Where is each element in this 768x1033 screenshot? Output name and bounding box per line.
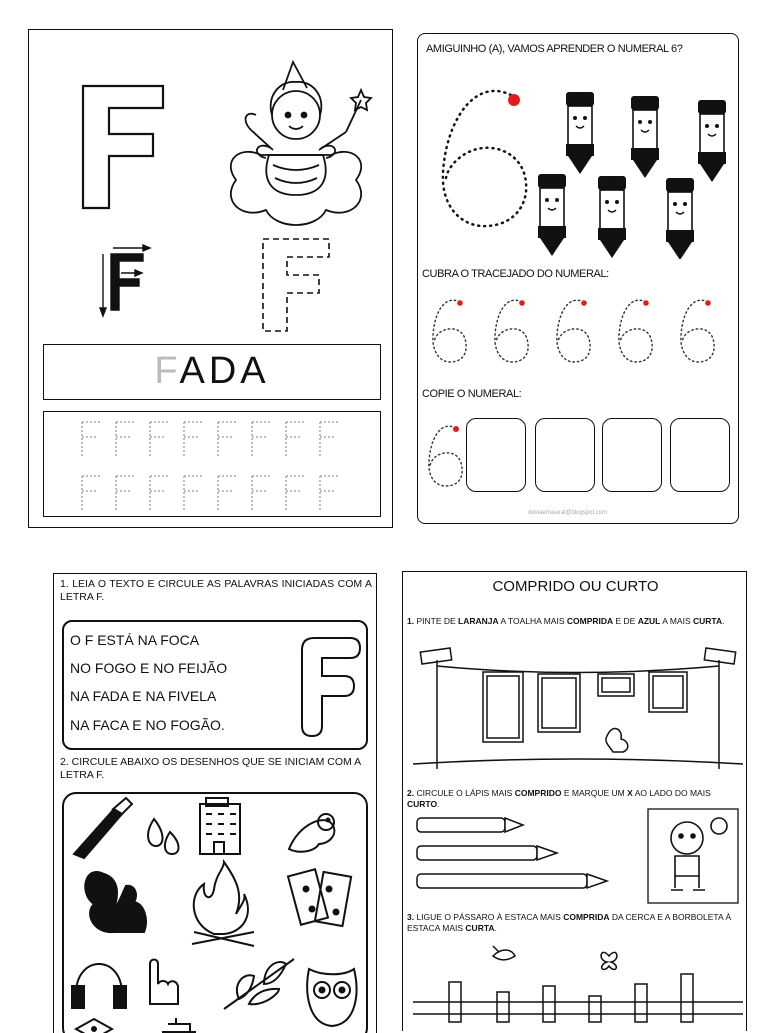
crayon-icon — [538, 174, 566, 256]
drops-icon[interactable] — [148, 819, 178, 854]
boy-illustration — [647, 808, 739, 904]
squirrel-icon[interactable] — [85, 872, 146, 932]
pictures-grid — [64, 794, 366, 1033]
dotted-f-trace[interactable] — [286, 422, 304, 456]
word-box — [43, 344, 381, 400]
crayons-group — [528, 84, 738, 259]
dotted-six-trace[interactable] — [495, 300, 528, 362]
headphones-icon[interactable] — [72, 964, 126, 1008]
fairy-illustration — [211, 60, 381, 230]
crayon-icon — [598, 176, 626, 258]
length-question-3: 3. LIGUE O PÁSSARO À ESTACA MAIS COMPRIDA DA CERCA E A BORBOLETA À ESTACA MAIS CURTA. — [407, 912, 732, 933]
poem-line-1: O F ESTÁ NA FOCA — [70, 632, 200, 648]
dotted-f-trace[interactable] — [116, 476, 134, 510]
copy-box-4[interactable] — [670, 418, 730, 492]
pictures-box — [62, 792, 368, 1033]
crayon-icon — [698, 100, 726, 182]
campfire-icon[interactable] — [192, 862, 254, 946]
dotted-f-trace[interactable] — [286, 476, 304, 510]
dotted-f-trace[interactable] — [218, 422, 236, 456]
copy-start-six — [426, 422, 466, 490]
outline-letter-f — [79, 82, 169, 212]
stove-icon[interactable] — [162, 1018, 196, 1032]
dotted-f-trace[interactable] — [82, 422, 100, 456]
length-question-2: 2. CIRCULE O LÁPIS MAIS COMPRIDO E MARQUE UM X AO LADO DO MAIS CURTO. — [407, 788, 711, 809]
dotted-f-trace[interactable] — [320, 476, 338, 510]
crayon-icon — [666, 178, 694, 259]
crayon-icon — [631, 96, 659, 178]
trace-instruction: CUBRA O TRACEJADO DO NUMERAL: — [422, 268, 609, 280]
length-question-1: 1. PINTE DE LARANJA A TOALHA MAIS COMPRIDA E DE AZUL A MAIS CURTA. — [407, 616, 725, 626]
dotted-f-trace[interactable] — [150, 422, 168, 456]
fence-scene — [413, 944, 743, 1026]
building-icon[interactable] — [200, 798, 240, 854]
pointing-hand-icon[interactable] — [150, 960, 178, 1005]
owl-icon[interactable] — [307, 969, 356, 1026]
dotted-six-trace[interactable] — [619, 300, 652, 362]
outline-letter-f-rounded — [294, 632, 364, 742]
word-rest: ADA — [179, 350, 270, 392]
pencils — [415, 812, 635, 902]
crayon-icon — [566, 92, 594, 174]
clothesline-towels — [413, 644, 743, 774]
poem-line-4: NA FACA E NO FOGÃO. — [70, 717, 225, 733]
length-worksheet — [402, 571, 747, 1031]
dotted-f-trace[interactable] — [218, 476, 236, 510]
letter-tracing-box — [43, 411, 381, 517]
stroke-order-letter-f — [97, 242, 157, 322]
copy-instruction: COPIE O NUMERAL: — [422, 388, 522, 400]
poem-line-2: NO FOGO E NO FEIJÃO — [70, 660, 228, 676]
question-1-text: 1. LEIA O TEXTO E CIRCULE AS PALAVRAS INICIADAS COM A LETRA F. — [60, 578, 372, 603]
length-title: COMPRIDO OU CURTO — [492, 578, 659, 595]
dashed-letter-f — [257, 235, 337, 335]
pencil-short[interactable] — [417, 846, 557, 860]
dotted-f-trace[interactable] — [320, 422, 338, 456]
six-title: AMIGUINHO (A), VAMOS APRENDER O NUMERAL 6? — [426, 43, 683, 55]
dotted-six-row — [424, 292, 734, 372]
big-dotted-six — [438, 78, 533, 233]
olive-branch-icon[interactable] — [224, 959, 294, 1009]
dotted-six-trace[interactable] — [557, 300, 590, 362]
butterfly-icon — [601, 952, 617, 969]
pencil-medium[interactable] — [417, 818, 523, 832]
knife-icon[interactable] — [74, 798, 132, 858]
dice-icon[interactable] — [76, 1019, 112, 1033]
poem-line-3: NA FADA E NA FIVELA — [70, 688, 217, 704]
dotted-six-trace[interactable] — [681, 300, 714, 362]
copy-box-1[interactable] — [466, 418, 526, 492]
copy-box-2[interactable] — [535, 418, 595, 492]
pencil-long[interactable] — [417, 874, 607, 888]
six-footer: deviaensearal@blogspot.com — [528, 510, 608, 516]
dotted-f-trace[interactable] — [252, 476, 270, 510]
letter-f-worksheet — [28, 29, 393, 528]
poem-box — [62, 620, 368, 750]
bird-icon — [493, 946, 515, 960]
read-and-circle-worksheet — [53, 573, 377, 1033]
dotted-f-trace[interactable] — [82, 476, 100, 510]
copy-box-3[interactable] — [602, 418, 662, 492]
dotted-six-trace[interactable] — [433, 300, 466, 362]
dotted-f-trace[interactable] — [252, 422, 270, 456]
dotted-f-rows — [44, 412, 380, 516]
numeral-six-worksheet — [417, 33, 739, 524]
dotted-f-trace[interactable] — [150, 476, 168, 510]
dotted-f-trace[interactable] — [116, 422, 134, 456]
dotted-f-trace[interactable] — [184, 476, 202, 510]
seal-icon[interactable] — [289, 814, 334, 852]
word-first-letter: F — [154, 350, 180, 392]
dotted-f-trace[interactable] — [184, 422, 202, 456]
dominoes-icon[interactable] — [288, 869, 351, 926]
question-2-text: 2. CIRCULE ABAIXO OS DESENHOS QUE SE INICIAM COM A LETRA F. — [60, 756, 361, 781]
